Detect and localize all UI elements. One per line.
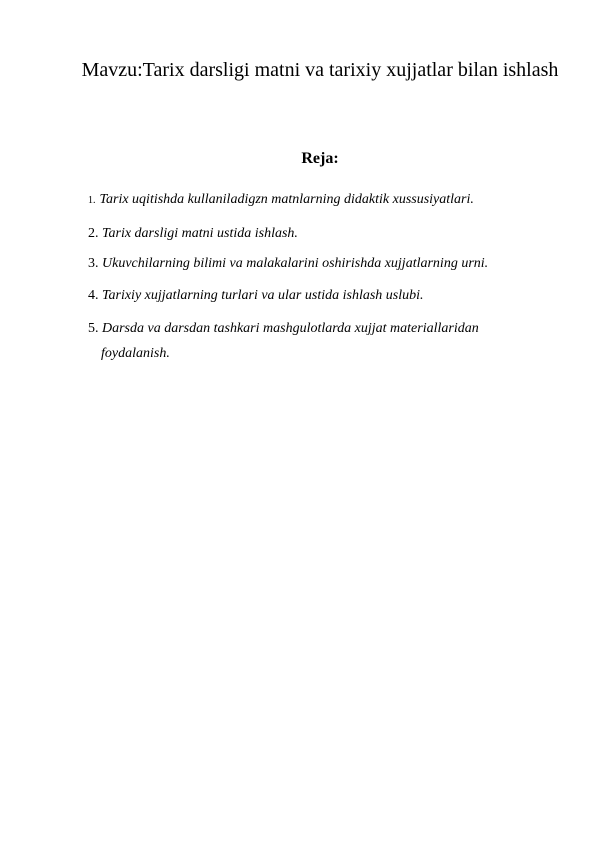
plan-item-number: 5. xyxy=(88,321,99,336)
plan-item-3 xyxy=(88,256,488,272)
plan-item-5 xyxy=(88,316,548,366)
plan-item-text: Tarixiy xujjatlarning turlari va ular ustida ishlash uslubi. xyxy=(102,288,424,303)
plan-item-1 xyxy=(88,192,474,208)
plan-item-text: Ukuvchilarning bilimi va malakalarini oshirishda xujjatlarning urni. xyxy=(102,256,489,271)
plan-item-2 xyxy=(88,226,298,242)
plan-heading: Reja: xyxy=(301,150,339,167)
plan-item-number: 2. xyxy=(88,226,99,241)
plan-item-text: Darsda va darsdan tashkari mashgulotlarda xujjat materiallaridan xyxy=(102,321,479,336)
plan-item-text: Tarix uqitishda kullaniladigzn matnlarning didaktik xussusiyatlari. xyxy=(99,192,474,207)
document-title: Mavzu:Tarix darsligi matni va tarixiy xujjatlar bilan ishlash xyxy=(81,59,559,81)
plan-item-number: 3. xyxy=(88,256,99,271)
plan-item-number: 4. xyxy=(88,288,99,303)
plan-item-number: 1. xyxy=(88,195,96,206)
plan-item-text: Tarix darsligi matni ustida ishlash. xyxy=(102,226,298,241)
plan-item-text-continued: foydalanish. xyxy=(101,346,170,361)
plan-item-4 xyxy=(88,288,424,304)
